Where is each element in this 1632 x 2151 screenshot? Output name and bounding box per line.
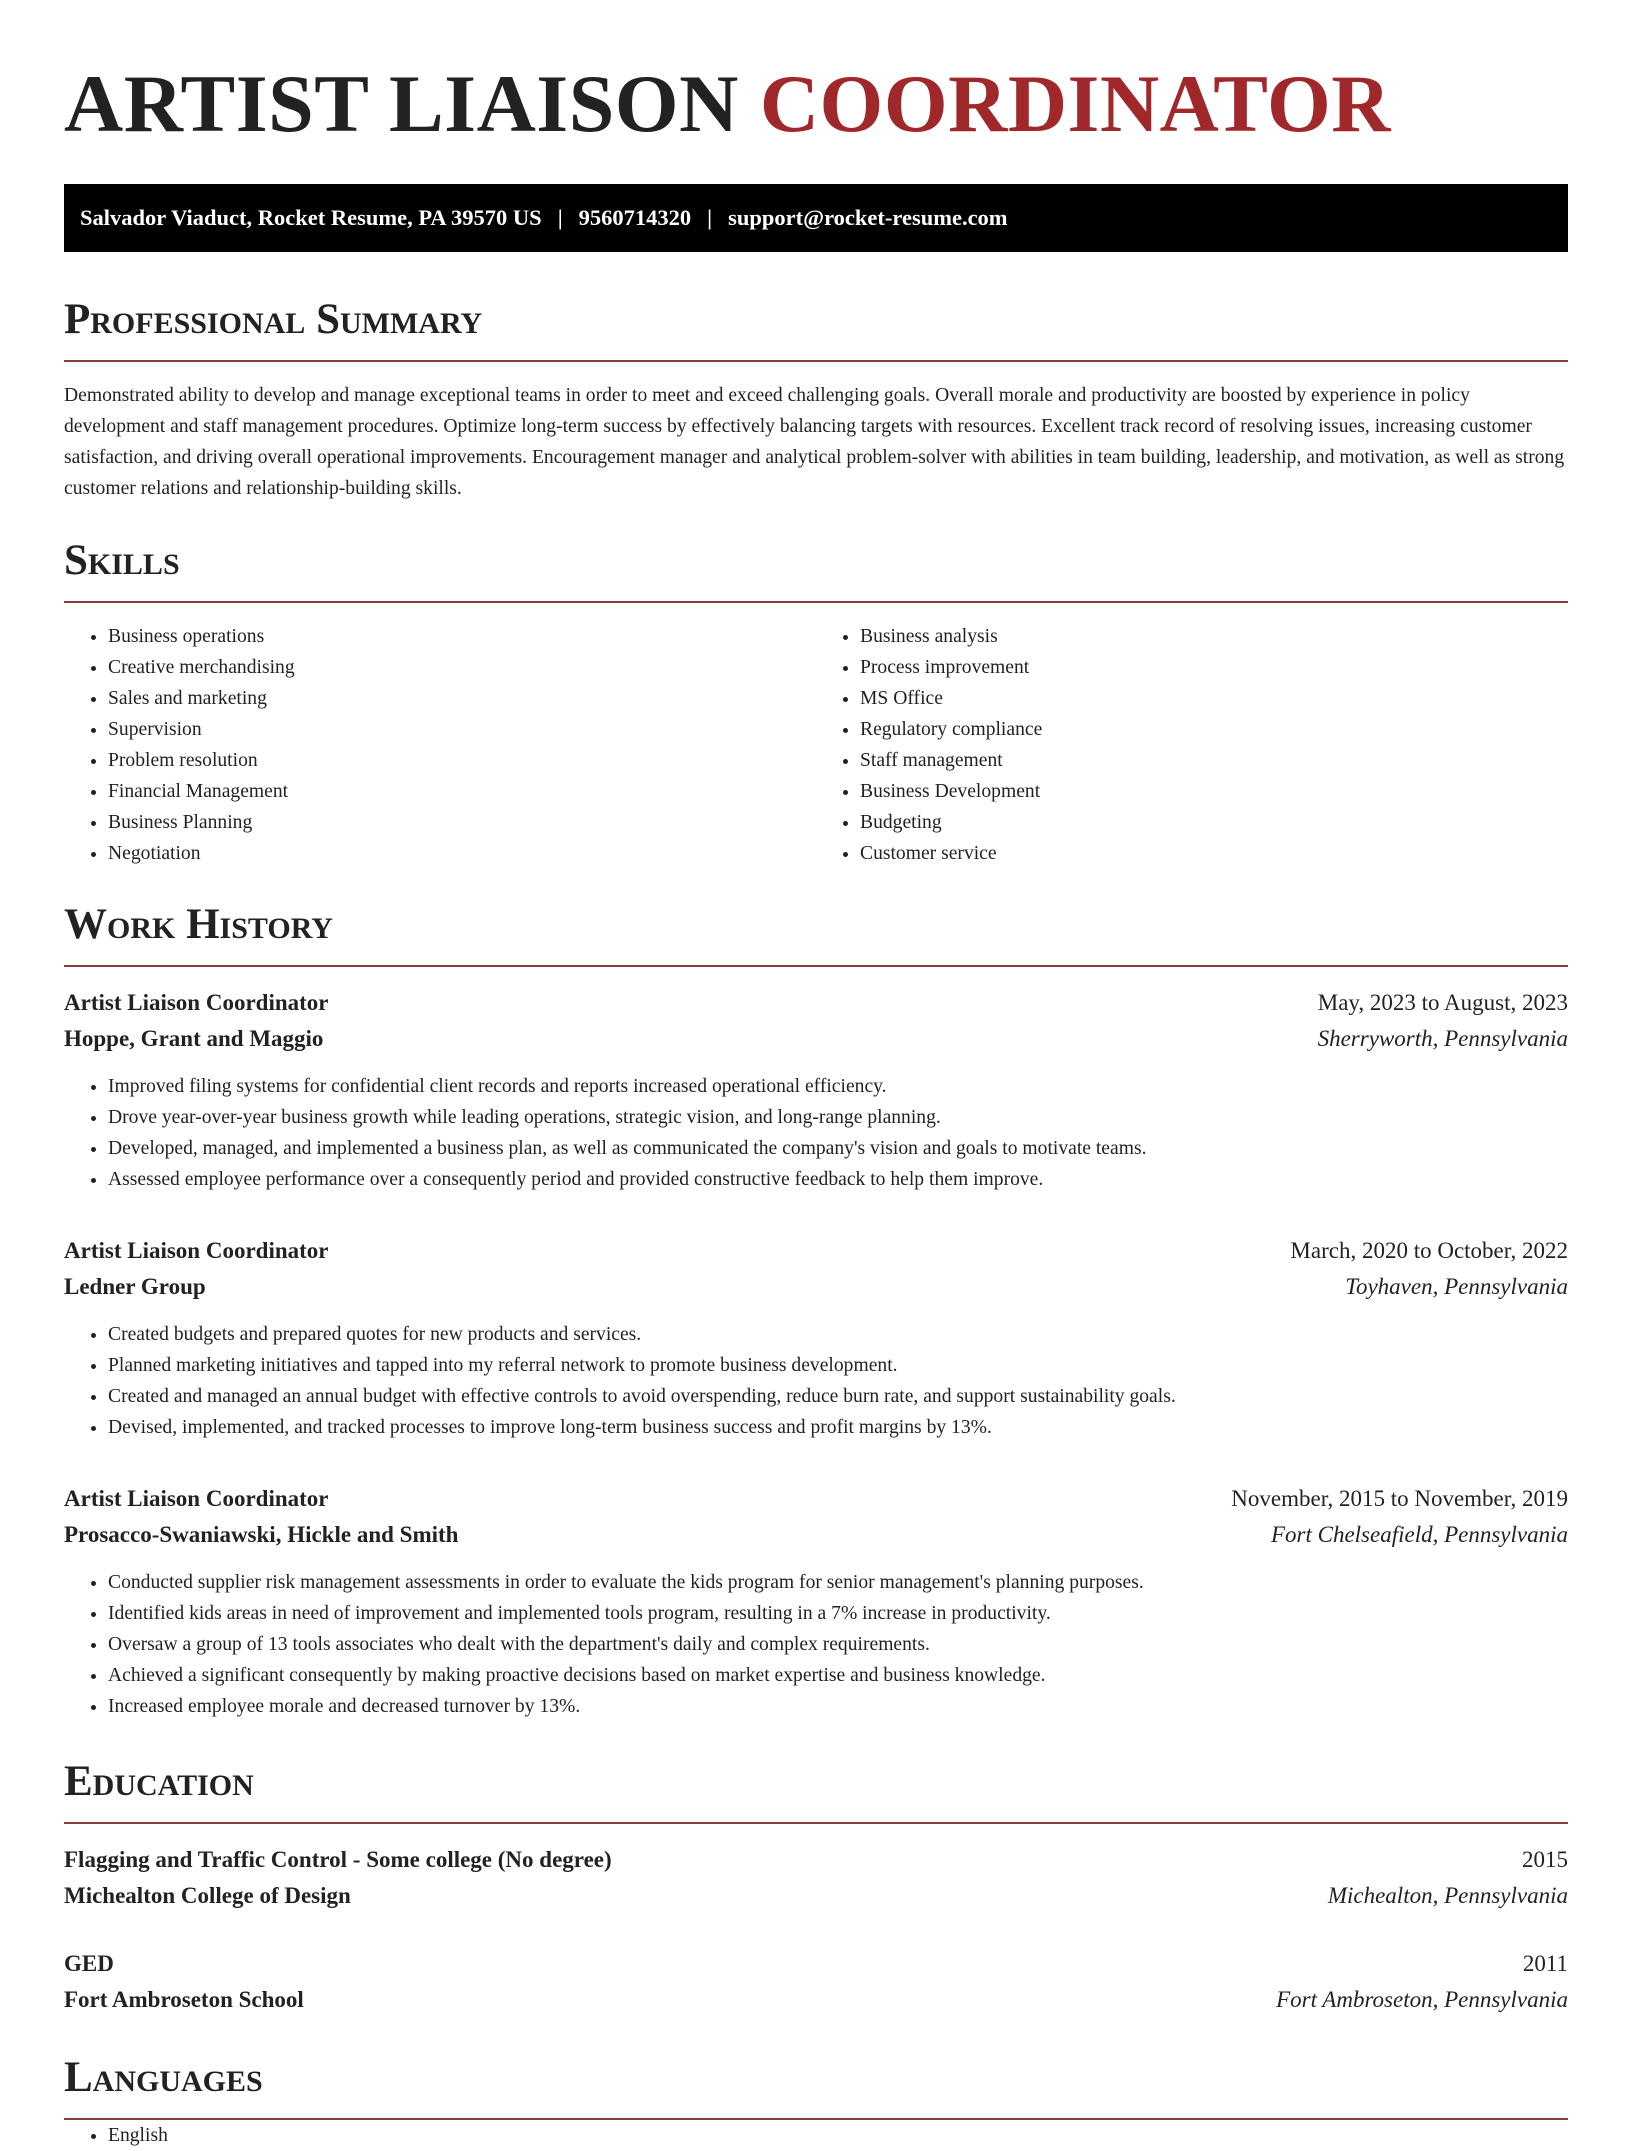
job-dates: November, 2015 to November, 2019	[1231, 1486, 1568, 1511]
resume-title	[64, 56, 1568, 152]
contact-bar	[64, 184, 1568, 252]
education-degree: GED	[64, 1951, 114, 1976]
job-bullet: • Oversaw a group of 13 tools associates who dealt with the department's daily and complex requirements.	[108, 1629, 1568, 1660]
job-role: Artist Liaison Coordinator	[64, 1238, 329, 1263]
skill-item: • Business analysis	[860, 621, 1568, 652]
job-company-row	[64, 1517, 1568, 1553]
job-company-row	[64, 1269, 1568, 1305]
education-year: 2015	[1522, 1847, 1568, 1872]
education-school-row	[64, 1878, 1568, 1914]
skill-item: • Budgeting	[860, 807, 1568, 838]
job-role: Artist Liaison Coordinator	[64, 1486, 329, 1511]
education-location: Michealton, Pennsylvania	[1327, 1883, 1568, 1908]
skill-item: • Business operations	[108, 621, 816, 652]
job-dates: March, 2020 to October, 2022	[1290, 1238, 1568, 1263]
job-company: Hoppe, Grant and Maggio	[64, 1026, 324, 1051]
contact-separator: |	[707, 205, 713, 230]
education-school-row	[64, 1982, 1568, 2018]
job-bullet: • Planned marketing initiatives and tapped into my referral network to promote business development.	[108, 1350, 1568, 1381]
skill-item: • Business Planning	[108, 807, 816, 838]
job-bullet: • Increased employee morale and decreased turnover by 13%.	[108, 1691, 1568, 1722]
section-divider	[64, 1822, 1568, 1824]
contact-separator: |	[557, 205, 563, 230]
job-entry	[64, 1481, 1568, 1722]
contact-phone: 9560714320	[578, 205, 692, 230]
skill-item: • Regulatory compliance	[860, 714, 1568, 745]
skill-item: • Creative merchandising	[108, 652, 816, 683]
skills-grid	[64, 621, 1568, 869]
education-school: Fort Ambroseton School	[64, 1987, 304, 2012]
job-header-row	[64, 1233, 1568, 1269]
education-year: 2011	[1522, 1951, 1568, 1976]
skill-item: • Staff management	[860, 745, 1568, 776]
title-main: ARTIST LIAISON	[64, 58, 739, 149]
job-header-row	[64, 1481, 1568, 1517]
job-bullet: • Drove year-over-year business growth while leading operations, strategic vision, and long-range planning.	[108, 1102, 1568, 1133]
skill-item: • Process improvement	[860, 652, 1568, 683]
job-company: Ledner Group	[64, 1274, 206, 1299]
skills-list-right	[816, 621, 1568, 869]
education-entry	[64, 1842, 1568, 1914]
section-title-skills: Skills	[64, 537, 180, 584]
skills-list-left	[64, 621, 816, 869]
job-location: Sherryworth, Pennsylvania	[1317, 1026, 1568, 1051]
skill-item: • Business Development	[860, 776, 1568, 807]
work-history-section	[64, 899, 1568, 1722]
job-bullet: • Identified kids areas in need of improvement and implemented tools program, resulting in a 7% increase in productivity.	[108, 1598, 1568, 1629]
job-bullet: • Conducted supplier risk management assessments in order to evaluate the kids program for senior management's planning purposes.	[108, 1567, 1568, 1598]
section-divider	[64, 965, 1568, 967]
job-entry	[64, 1233, 1568, 1443]
job-bullet: • Created budgets and prepared quotes for new products and services.	[108, 1319, 1568, 1350]
section-divider	[64, 360, 1568, 362]
education-degree-row	[64, 1842, 1568, 1878]
contact-email: support@rocket-resume.com	[728, 205, 1008, 230]
skill-item: • Negotiation	[108, 838, 816, 869]
skills-column-right	[816, 621, 1568, 869]
education-entry	[64, 1946, 1568, 2018]
education-degree: Flagging and Traffic Control - Some college (No degree)	[64, 1847, 612, 1872]
title-accent: COORDINATOR	[759, 58, 1392, 149]
job-location: Toyhaven, Pennsylvania	[1345, 1274, 1568, 1299]
job-bullet: • Assessed employee performance over a consequently period and provided constructive feedback to help them improve.	[108, 1164, 1568, 1195]
section-divider	[64, 601, 1568, 603]
skill-item: • Problem resolution	[108, 745, 816, 776]
job-bullets	[64, 1567, 1568, 1722]
skill-item: • Financial Management	[108, 776, 816, 807]
job-bullet: • Improved filing systems for confidential client records and reports increased operational efficiency.	[108, 1071, 1568, 1102]
job-bullet: • Devised, implemented, and tracked processes to improve long-term business success and profit margins by 13%.	[108, 1412, 1568, 1443]
language-item: • English	[108, 2120, 1568, 2151]
summary-text: Demonstrated ability to develop and manage exceptional teams in order to meet and exceed challenging goals. Overall morale and productivity are boosted by experience in policy development and staff management procedures. Optimize long-term success by effectively balancing targets with resources. Excellent track record of resolving issues, increasing customer satisfaction, and driving overall operational improvements. Encouragement manager and analytical problem-solver with abilities in team building, leadership, and motivation, as well as strong customer relations and relationship-building skills.	[64, 385, 1565, 499]
job-bullet: • Developed, managed, and implemented a business plan, as well as communicated the company's vision and goals to motivate teams.	[108, 1133, 1568, 1164]
job-header-row	[64, 985, 1568, 1021]
job-company-row	[64, 1021, 1568, 1057]
job-bullets	[64, 1319, 1568, 1443]
contact-address: Salvador Viaduct, Rocket Resume, PA 39570 US	[80, 205, 542, 230]
summary-section	[64, 294, 1568, 504]
job-bullets	[64, 1071, 1568, 1195]
skill-item: • MS Office	[860, 683, 1568, 714]
education-section	[64, 1756, 1568, 2018]
section-title-work-history: Work History	[64, 901, 333, 948]
education-school: Michealton College of Design	[64, 1883, 351, 1908]
job-role: Artist Liaison Coordinator	[64, 990, 329, 1015]
skills-section	[64, 535, 1568, 869]
skill-item: • Sales and marketing	[108, 683, 816, 714]
section-title-summary: Professional Summary	[64, 296, 483, 343]
skill-item: • Supervision	[108, 714, 816, 745]
job-bullet: • Created and managed an annual budget with effective controls to avoid overspending, reduce burn rate, and support sustainability goals.	[108, 1381, 1568, 1412]
job-location: Fort Chelseafield, Pennsylvania	[1270, 1522, 1568, 1547]
education-degree-row	[64, 1946, 1568, 1982]
section-title-education: Education	[64, 1758, 254, 1805]
education-location: Fort Ambroseton, Pennsylvania	[1276, 1987, 1568, 2012]
job-entry	[64, 985, 1568, 1195]
job-bullet: • Achieved a significant consequently by making proactive decisions based on market expertise and business knowledge.	[108, 1660, 1568, 1691]
job-company: Prosacco-Swaniawski, Hickle and Smith	[64, 1522, 459, 1547]
skill-item: • Customer service	[860, 838, 1568, 869]
job-dates: May, 2023 to August, 2023	[1317, 990, 1568, 1015]
languages-section	[64, 2052, 1568, 2151]
section-title-languages: Languages	[64, 2054, 263, 2101]
skills-column-left	[64, 621, 816, 869]
languages-list	[64, 2120, 1568, 2151]
